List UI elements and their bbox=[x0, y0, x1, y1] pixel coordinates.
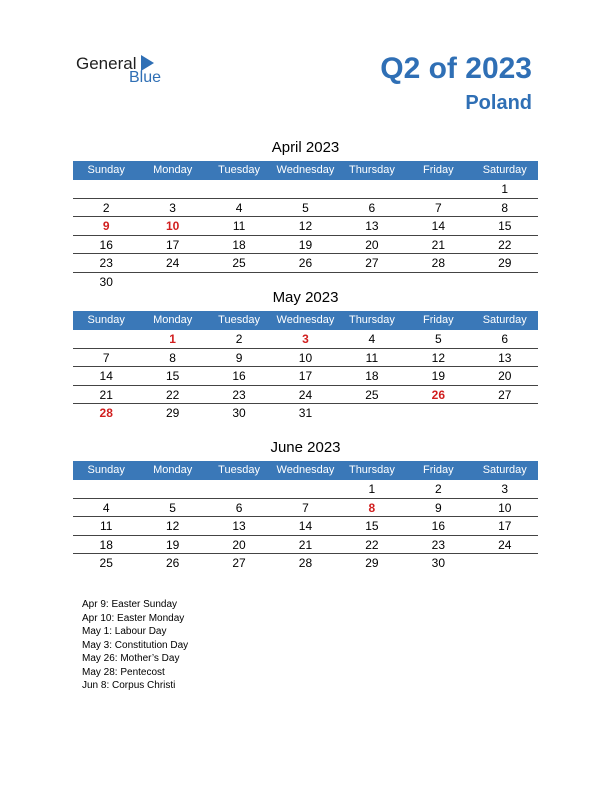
day-cell bbox=[206, 180, 272, 198]
weekday-label: Monday bbox=[153, 164, 193, 176]
week-row bbox=[73, 554, 538, 572]
weekday-label: Friday bbox=[423, 314, 454, 326]
day-cell: 18 bbox=[99, 537, 113, 552]
day-cell: 17 bbox=[498, 519, 512, 533]
day-cell: 14 bbox=[99, 369, 113, 383]
day-cell: 10 bbox=[498, 500, 512, 515]
holiday-entry: May 1: Labour Day bbox=[82, 626, 167, 637]
day-cell: 21 bbox=[99, 387, 113, 402]
weekday-label: Saturday bbox=[482, 464, 527, 476]
day-cell bbox=[339, 404, 405, 422]
day-cell: 13 bbox=[365, 219, 379, 233]
weekday-label: Thursday bbox=[348, 464, 395, 476]
day-cell: 13 bbox=[232, 519, 246, 533]
day-cell bbox=[405, 404, 471, 422]
week-row bbox=[73, 236, 538, 255]
day-cell bbox=[272, 180, 338, 198]
day-cell: 14 bbox=[431, 219, 445, 233]
week-row bbox=[73, 217, 538, 236]
weekday-label: Saturday bbox=[482, 314, 527, 326]
day-cell: 30 bbox=[99, 274, 113, 289]
weekday-header bbox=[73, 311, 538, 330]
day-cell bbox=[405, 180, 471, 198]
day-cell: 27 bbox=[365, 256, 379, 270]
weekday-header bbox=[73, 461, 538, 480]
page-title: Q2 of 2023 bbox=[380, 52, 532, 85]
day-cell: 27 bbox=[498, 387, 512, 402]
weekday-header bbox=[73, 161, 538, 180]
weekday-label: Wednesday bbox=[276, 164, 335, 176]
holiday-day-cell: 3 bbox=[302, 332, 309, 346]
day-cell: 24 bbox=[165, 256, 180, 270]
day-cell bbox=[139, 180, 205, 198]
weekday-label: Sunday bbox=[87, 464, 125, 476]
day-cell: 1 bbox=[368, 482, 376, 496]
day-cell: 30 bbox=[431, 556, 445, 570]
day-cell: 16 bbox=[232, 369, 246, 383]
weekday-label: Friday bbox=[423, 164, 454, 176]
day-cell: 2 bbox=[235, 332, 243, 346]
day-cell: 4 bbox=[102, 500, 110, 515]
week-row bbox=[73, 367, 538, 386]
day-cell: 25 bbox=[99, 556, 113, 570]
day-cell: 11 bbox=[232, 219, 246, 233]
day-cell: 25 bbox=[232, 256, 246, 270]
day-cell: 26 bbox=[165, 556, 180, 570]
day-cell: 9 bbox=[235, 350, 243, 365]
weekday-label: Thursday bbox=[348, 164, 395, 176]
month-title: May 2023 bbox=[272, 289, 339, 306]
month-calendar bbox=[73, 437, 538, 572]
day-cell bbox=[139, 480, 205, 498]
day-cell: 20 bbox=[232, 537, 246, 552]
day-cell: 1 bbox=[501, 182, 509, 196]
day-cell: 24 bbox=[498, 537, 512, 552]
day-cell: 2 bbox=[102, 200, 110, 215]
day-cell bbox=[272, 480, 338, 498]
week-row bbox=[73, 517, 538, 536]
day-cell: 5 bbox=[169, 500, 176, 515]
weekday-label: Tuesday bbox=[218, 164, 260, 176]
day-cell: 11 bbox=[365, 350, 379, 365]
week-row bbox=[73, 386, 538, 405]
week-row bbox=[73, 536, 538, 555]
weekday-label: Monday bbox=[153, 464, 193, 476]
week-row bbox=[73, 499, 538, 518]
day-cell: 8 bbox=[501, 200, 509, 215]
month-title: June 2023 bbox=[270, 439, 341, 456]
logo-text-blue: Blue bbox=[129, 69, 162, 86]
day-cell: 17 bbox=[298, 369, 313, 383]
day-cell: 16 bbox=[99, 237, 113, 252]
weekday-label: Friday bbox=[423, 464, 454, 476]
holiday-entry: May 3: Constitution Day bbox=[82, 639, 189, 651]
weekday-label: Thursday bbox=[348, 314, 395, 326]
day-cell: 12 bbox=[165, 519, 180, 533]
day-cell: 28 bbox=[298, 556, 313, 570]
day-cell: 22 bbox=[365, 537, 379, 552]
day-cell: 15 bbox=[365, 519, 379, 533]
generalblue-logo bbox=[76, 52, 176, 92]
holiday-day-cell: 8 bbox=[368, 500, 376, 515]
day-cell: 23 bbox=[99, 256, 113, 270]
holiday-day-cell: 1 bbox=[169, 332, 176, 346]
month-calendar bbox=[73, 287, 538, 422]
holiday-day-cell: 28 bbox=[99, 406, 113, 420]
day-cell: 25 bbox=[365, 387, 379, 402]
day-cell: 12 bbox=[298, 219, 313, 233]
week-row bbox=[73, 330, 538, 349]
day-cell: 29 bbox=[365, 556, 379, 570]
day-cell: 7 bbox=[102, 350, 110, 365]
holiday-entry: Jun 8: Corpus Christi bbox=[82, 680, 176, 691]
week-row bbox=[73, 404, 538, 422]
weekday-label: Tuesday bbox=[218, 464, 260, 476]
day-cell bbox=[73, 480, 139, 498]
day-cell: 17 bbox=[165, 237, 180, 252]
day-cell: 23 bbox=[232, 387, 246, 402]
day-cell: 24 bbox=[298, 387, 313, 402]
day-cell: 8 bbox=[169, 350, 176, 365]
day-cell: 13 bbox=[498, 350, 512, 365]
day-cell: 18 bbox=[365, 369, 379, 383]
week-row bbox=[73, 349, 538, 368]
day-cell: 12 bbox=[431, 350, 445, 365]
day-cell: 15 bbox=[165, 369, 180, 383]
weekday-label: Sunday bbox=[87, 164, 125, 176]
weekday-label: Saturday bbox=[482, 164, 527, 176]
day-cell: 28 bbox=[431, 256, 445, 270]
day-cell: 4 bbox=[235, 200, 243, 215]
day-cell: 2 bbox=[434, 482, 442, 496]
day-cell: 30 bbox=[232, 406, 246, 420]
day-cell: 21 bbox=[431, 237, 445, 252]
day-cell: 26 bbox=[298, 256, 313, 270]
holiday-entry: Apr 9: Easter Sunday bbox=[82, 599, 178, 610]
day-cell bbox=[472, 554, 538, 572]
day-cell: 6 bbox=[501, 332, 509, 346]
day-cell: 31 bbox=[298, 406, 313, 420]
day-cell: 19 bbox=[431, 369, 445, 383]
day-cell: 22 bbox=[165, 387, 180, 402]
weekday-label: Sunday bbox=[87, 314, 125, 326]
country-name: Poland bbox=[465, 92, 532, 114]
logo-text-general: General bbox=[76, 54, 137, 73]
week-row bbox=[73, 199, 538, 218]
day-cell: 7 bbox=[302, 500, 309, 515]
month-calendar bbox=[73, 137, 538, 290]
day-cell: 4 bbox=[368, 332, 376, 346]
holiday-list bbox=[82, 598, 188, 693]
holiday-day-cell: 9 bbox=[102, 219, 110, 233]
day-cell bbox=[206, 480, 272, 498]
holiday-entry: May 26: Mother’s Day bbox=[82, 653, 180, 664]
weekday-label: Tuesday bbox=[218, 314, 260, 326]
day-cell: 21 bbox=[298, 537, 313, 552]
day-cell: 7 bbox=[434, 200, 442, 215]
holiday-day-cell: 26 bbox=[431, 387, 445, 402]
day-cell: 10 bbox=[298, 350, 313, 365]
day-cell: 23 bbox=[431, 537, 445, 552]
day-cell: 19 bbox=[298, 237, 313, 252]
weekday-label: Monday bbox=[153, 314, 193, 326]
weekday-label: Wednesday bbox=[276, 464, 335, 476]
day-cell: 16 bbox=[431, 519, 445, 533]
day-cell bbox=[73, 330, 139, 348]
day-cell: 11 bbox=[99, 519, 113, 533]
holiday-entry: May 28: Pentecost bbox=[82, 666, 165, 678]
week-row bbox=[73, 180, 538, 199]
day-cell: 14 bbox=[298, 519, 313, 533]
day-cell bbox=[472, 404, 538, 422]
day-cell bbox=[339, 180, 405, 198]
holiday-entry: Apr 10: Easter Monday bbox=[82, 612, 185, 624]
day-cell: 27 bbox=[232, 556, 246, 570]
day-cell: 5 bbox=[302, 200, 309, 215]
day-cell: 20 bbox=[365, 237, 379, 252]
day-cell: 6 bbox=[235, 500, 243, 515]
day-cell: 15 bbox=[498, 219, 512, 233]
day-cell: 18 bbox=[232, 237, 246, 252]
week-row bbox=[73, 480, 538, 499]
day-cell: 9 bbox=[434, 500, 442, 515]
day-cell: 19 bbox=[165, 537, 180, 552]
week-row bbox=[73, 254, 538, 273]
weekday-label: Wednesday bbox=[276, 314, 335, 326]
holiday-day-cell: 10 bbox=[165, 219, 180, 233]
day-cell: 5 bbox=[434, 332, 442, 346]
day-cell: 22 bbox=[498, 237, 512, 252]
day-cell: 29 bbox=[165, 406, 180, 420]
day-cell: 6 bbox=[368, 200, 376, 215]
day-cell: 20 bbox=[498, 369, 512, 383]
month-title: April 2023 bbox=[271, 139, 340, 156]
day-cell: 3 bbox=[169, 200, 176, 215]
day-cell: 29 bbox=[498, 256, 512, 270]
day-cell bbox=[73, 180, 139, 198]
day-cell: 3 bbox=[501, 482, 509, 496]
